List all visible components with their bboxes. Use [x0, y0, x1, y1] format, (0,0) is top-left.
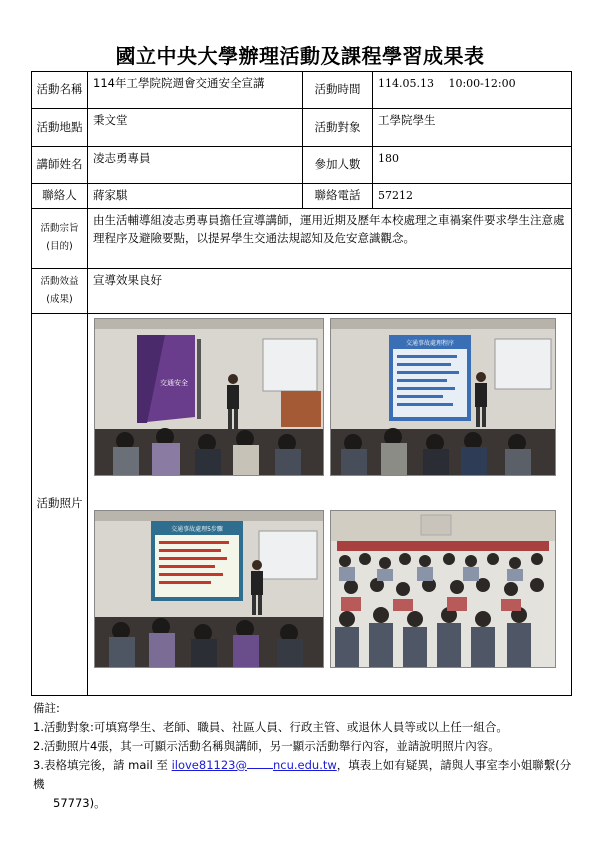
speaker-value: 凌志勇專員: [88, 147, 303, 184]
target-value: 工學院學生: [373, 109, 572, 147]
benefit-value: 宣導效果良好: [88, 268, 572, 313]
slide-3-title: 交通事故處理5步驟: [171, 525, 223, 533]
photos-label: 活動照片: [32, 313, 88, 695]
activity-name-label: 活動名稱: [32, 72, 88, 109]
note-3-suffix: ，填表上如有疑異，請與人事室李小姐聯繫(分機: [33, 757, 572, 791]
photos-grid: [88, 313, 572, 695]
attendance-value: 180: [373, 147, 572, 184]
activity-photo-3: [94, 510, 324, 668]
activity-name-value: 114年工學院院週會交通安全宣講: [88, 72, 303, 109]
target-label: 活動對象: [303, 109, 373, 147]
notes-section: [33, 699, 573, 813]
contact-value: 蔣家騏: [88, 184, 303, 209]
slide-2-title: 交通事故處理程序: [405, 339, 455, 347]
location-value: 秉文堂: [88, 109, 303, 147]
activity-photo-4: [330, 510, 556, 668]
phone-value: 57212: [373, 184, 572, 209]
email-domain: ncu.edu.tw: [272, 757, 337, 772]
activity-time-value: 114.05.13 10:00-12:00: [373, 72, 572, 109]
activity-photo-1: [94, 318, 324, 476]
note-1: 1.活動對象:可填寫學生、老師、職員、社區人員、行政主管、或退休人員等或以上任一組合。: [33, 719, 508, 734]
notes-heading: 備註:: [33, 701, 60, 715]
attendance-label: 參加人數: [303, 147, 373, 184]
speaker-label: 講師姓名: [32, 147, 88, 184]
benefit-label: 活動效益(成果): [32, 268, 88, 313]
note-3-continuation: 57773)。: [53, 795, 106, 810]
activity-time-label: 活動時間: [303, 72, 373, 109]
email-user: ilove81123@: [171, 757, 247, 772]
activity-photo-2: [330, 318, 556, 476]
activity-form-table: [31, 71, 572, 696]
phone-label: 聯絡電話: [303, 184, 373, 209]
location-label: 活動地點: [32, 109, 88, 147]
note-2: 2.活動照片4張，其一可顯示活動名稱與講師，另一顯示活動舉行內容，並請說明照片內容。: [33, 738, 500, 753]
note-3-prefix: 3.表格填完後，請 mail 至: [33, 757, 172, 772]
contact-label: 聯絡人: [32, 184, 88, 209]
purpose-value: 由生活輔導組凌志勇專員擔任宣導講師，運用近期及歷年本校處理之車禍案件要求學生注意處理程序及避險要點，以提昇學生交通法規認知及危安意識觀念。: [88, 208, 572, 268]
note-3: [33, 756, 573, 794]
purpose-label: 活動宗旨(目的): [32, 208, 88, 268]
page-title: 國立中央大學辦理活動及課程學習成果表: [115, 44, 485, 68]
slide-1-title: 交通安全: [160, 378, 188, 387]
contact-email-link[interactable]: [172, 758, 337, 772]
